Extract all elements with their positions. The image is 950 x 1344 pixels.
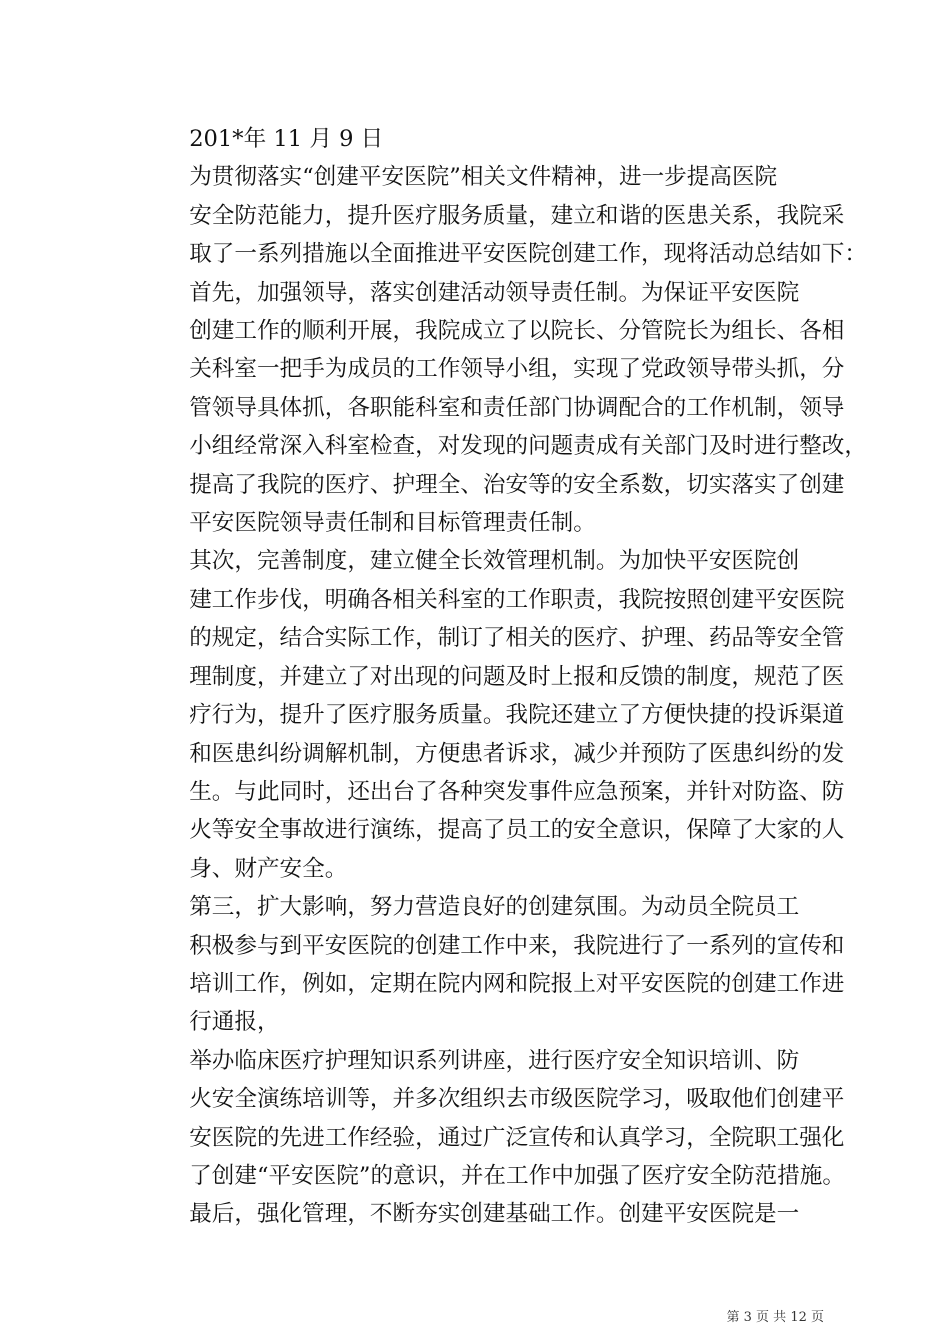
date-line (144, 120, 824, 158)
body-paragraph (144, 1195, 824, 1233)
paragraph-line: 最后，强化管理，不断夯实创建基础工作。创建平安医院是一 (189, 1201, 800, 1228)
paragraph-line: 首先，加强领导，落实创建活动领导责任制。为保证平安医院 (189, 279, 800, 306)
paragraph-line: 了创建“平安医院”的意识，并在工作中加强了医疗安全防范措施。 (189, 1162, 845, 1189)
paragraph-line: 生。与此同时，还出台了各种突发事件应急预案，并针对防盗、防 (189, 778, 845, 805)
paragraph-line: 平安医院领导责任制和目标管理责任制。 (189, 510, 596, 537)
document-body (144, 120, 867, 1234)
paragraph-line: 建工作步伐，明确各相关科室的工作职责，我院按照创建平安医院 (189, 586, 845, 613)
body-paragraph (144, 888, 845, 1042)
paragraph-line: 火等安全事故进行演练，提高了员工的安全意识，保障了大家的人 (189, 817, 845, 844)
paragraph-line: 的规定，结合实际工作，制订了相关的医疗、护理、药品等安全管 (189, 625, 845, 652)
body-paragraph (144, 542, 845, 888)
date-text: 201*年 11 月 9 日 (189, 126, 384, 152)
paragraph-line: 关科室一把手为成员的工作领导小组，实现了党政领导带头抓，分 (189, 356, 845, 383)
paragraph-line: 安医院的先进工作经验，通过广泛宣传和认真学习，全院职工强化 (189, 1124, 845, 1151)
paragraph-line: 理制度，并建立了对出现的问题及时上报和反馈的制度，规范了医 (189, 663, 845, 690)
paragraph-line: 取了一系列措施以全面推进平安医院创建工作，现将活动总结如下： (189, 241, 867, 268)
paragraph-line: 安全防范能力，提升医疗服务质量，建立和谐的医患关系，我院采 (189, 202, 845, 229)
body-paragraph (144, 1042, 845, 1196)
paragraph-line: 为贯彻落实“创建平安医院”相关文件精神，进一步提高医院 (189, 164, 778, 191)
paragraph-line: 疗行为，提升了医疗服务质量。我院还建立了方便快捷的投诉渠道 (189, 702, 845, 729)
paragraph-line: 其次，完善制度，建立健全长效管理机制。为加快平安医院创 (189, 548, 800, 575)
paragraph-line: 第三，扩大影响，努力营造良好的创建氛围。为动员全院员工 (189, 894, 800, 921)
paragraph-line: 举办临床医疗护理知识系列讲座，进行医疗安全知识培训、防 (189, 1047, 800, 1074)
paragraph-line: 身、财产安全。 (189, 855, 348, 882)
paragraph-line: 创建工作的顺利开展，我院成立了以院长、分管院长为组长、各相 (189, 318, 845, 345)
paragraph-line: 积极参与到平安医院的创建工作中来，我院进行了一系列的宣传和 (189, 932, 845, 959)
paragraph-line: 和医患纠纷调解机制，方便患者诉求，减少并预防了医患纠纷的发 (189, 740, 845, 767)
paragraph-line: 小组经常深入科室检查，对发现的问题责成有关部门及时进行整改， (189, 433, 867, 460)
paragraph-line: 培训工作，例如，定期在院内网和院报上对平安医院的创建工作进 (189, 970, 845, 997)
page-number: 第 3 页 共 12 页 (726, 1310, 824, 1325)
paragraph-line: 管领导具体抓，各职能科室和责任部门协调配合的工作机制，领导 (189, 394, 845, 421)
paragraph-line: 提高了我院的医疗、护理全、治安等的安全系数，切实落实了创建 (189, 471, 845, 498)
body-paragraph (144, 274, 867, 543)
paragraph-line: 火安全演练培训等，并多次组织去市级医院学习，吸取他们创建平 (189, 1086, 845, 1113)
paragraph-line: 行通报， (189, 1009, 280, 1036)
body-paragraph (144, 158, 867, 273)
paragraph-list (144, 158, 867, 1233)
